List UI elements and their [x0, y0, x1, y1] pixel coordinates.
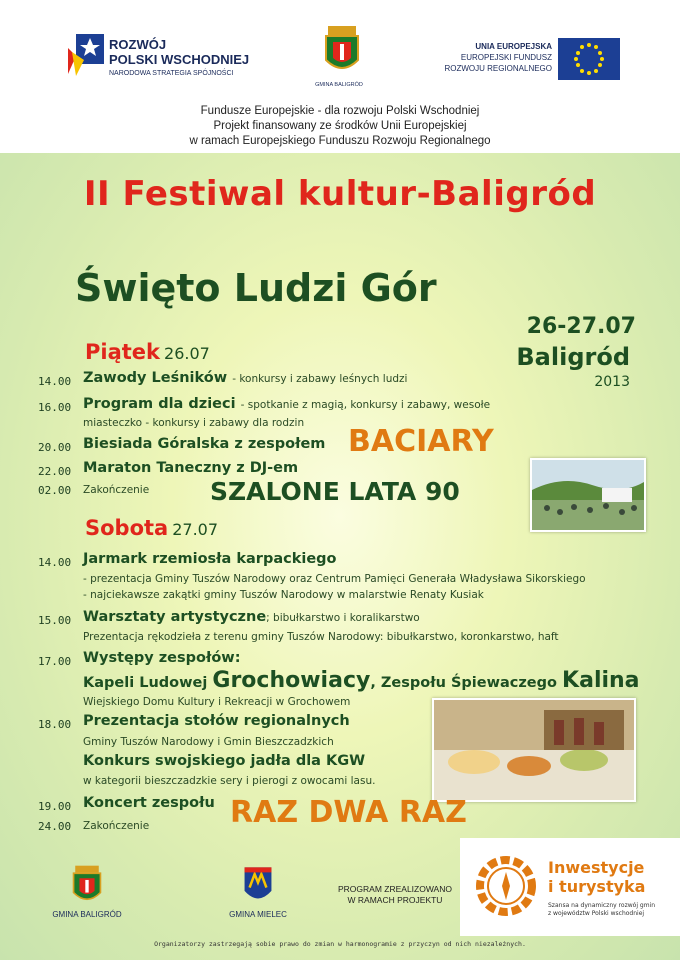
baciary-band: BACIARY — [348, 424, 494, 459]
gmina-baligrod-caption-top: GMINA BALIGRÓD — [315, 82, 363, 88]
kalina-band: Kalina — [562, 668, 640, 693]
saturday-band-line-b: , Zespołu Śpiewaczego — [370, 675, 557, 691]
grochowiacy-band: Grochowiacy — [212, 668, 371, 693]
friday-label: Piątek — [85, 340, 161, 364]
raz-dwa-raz-band: RAZ DWA RAZ — [230, 795, 467, 830]
saturday-event-3-title: Występy zespołów: — [83, 650, 241, 666]
baligrod-coat-of-arms-icon — [70, 864, 104, 906]
event-dates: 26-27.07 — [526, 314, 636, 339]
saturday-time-6: 24.00 — [38, 820, 72, 833]
saturday-label: Sobota — [85, 516, 169, 540]
inwestycje-i-turystyka-panel — [460, 838, 680, 936]
festival-subtitle: Święto Ludzi Gór — [75, 266, 437, 310]
footer-gmina-mielec — [218, 864, 298, 919]
funding-line-1: Fundusze Europejskie - dla rozwoju Polski Wschodniej — [200, 105, 480, 117]
gear-compass-icon — [472, 852, 540, 920]
friday-event-5-title: Zakończenie — [83, 484, 150, 496]
regional-food-photo — [432, 698, 636, 802]
mielec-coat-of-arms-icon — [241, 864, 275, 906]
saturday-time-5: 19.00 — [38, 800, 72, 813]
eu-line2: EUROPEJSKI FUNDUSZ — [460, 53, 552, 62]
funding-line-2: Projekt finansowany ze środków Unii Europejskiej — [213, 120, 467, 132]
festival-title: II Festiwal kultur-Baligród — [83, 174, 597, 214]
saturday-event-4-detail2: w kategorii bieszczadzkie sery i pierogi z owocami lasu. — [83, 775, 376, 787]
rozwoj-logo — [62, 30, 262, 90]
friday-time-3: 20.00 — [38, 441, 72, 454]
rozwoj-line2: POLSKI WSCHODNIEJ — [109, 52, 250, 67]
event-year: 2013 — [594, 374, 630, 390]
festival-crowd-photo — [530, 458, 646, 532]
brand-line1: Inwestycje — [548, 858, 645, 877]
footer-baligrod-caption: GMINA BALIGRÓD — [52, 910, 122, 919]
organizer-footnote: Organizatorzy zastrzegają sobie prawo do zmian w harmonogramie z przyczyn od nich niezależnych. — [154, 940, 526, 948]
saturday-event-4-detail: Gminy Tuszów Narodowy i Gmin Bieszczadzkich — [83, 736, 334, 748]
saturday-time-1: 14.00 — [38, 556, 72, 569]
event-place: Baligród — [516, 343, 630, 371]
program-note-line2: W RAMACH PROJEKTU — [347, 895, 443, 905]
friday-time-5: 02.00 — [38, 484, 72, 497]
eu-flag-icon — [558, 38, 620, 80]
gmina-baligrod-logo-top — [314, 24, 370, 96]
eu-line3: ROZWOJU REGIONALNEGO — [444, 64, 552, 73]
friday-time-2: 16.00 — [38, 401, 72, 414]
saturday-event-1-title: Jarmark rzemiosła karpackiego — [83, 551, 337, 567]
saturday-event-4-title: Prezentacja stołów regionalnych — [83, 713, 350, 729]
saturday-event-1-detail2: - najciekawsze zakątki gminy Tuszów Narodowy w malarstwie Renaty Kusiak — [83, 589, 484, 601]
saturday-event-3-bands — [83, 668, 640, 693]
saturday-time-3: 17.00 — [38, 655, 72, 668]
saturday-event-1-detail: - prezentacja Gminy Tuszów Narodowy oraz Centrum Pamięci Generała Władysława Sikorskiego — [83, 573, 586, 585]
friday-event-4-title: Maraton Taneczny z DJ-em — [83, 460, 299, 476]
saturday-event-6-title: Zakończenie — [83, 820, 150, 832]
saturday-time-4: 18.00 — [38, 718, 72, 731]
rozwoj-line1: ROZWÓJ — [109, 37, 167, 52]
rozwoj-line3: NARODOWA STRATEGIA SPÓJNOŚCI — [109, 70, 234, 77]
eu-line1: UNIA EUROPEJSKA — [475, 42, 552, 51]
friday-event-2-title: Program dla dzieci — [83, 396, 236, 412]
friday-event-2-detail: - spotkanie z magią, konkursy i zabawy, wesołe — [240, 399, 491, 411]
brand-line2: i turystyka — [548, 877, 646, 896]
szalone-lata-90: SZALONE LATA 90 — [210, 477, 460, 506]
program-note-line1: PROGRAM ZREALIZOWANO — [338, 884, 452, 894]
saturday-time-2: 15.00 — [38, 614, 72, 627]
friday-event-2 — [83, 396, 490, 412]
friday-time-1: 14.00 — [38, 375, 72, 388]
saturday-event-4-title2: Konkurs swojskiego jadła dla KGW — [83, 753, 366, 769]
footer-gmina-baligrod — [42, 864, 132, 919]
saturday-event-5-title: Koncert zespołu — [83, 795, 215, 811]
friday-event-3-title: Biesiada Góralska z zespołem — [83, 436, 326, 452]
saturday-date: 27.07 — [172, 520, 219, 539]
program-note — [330, 884, 460, 906]
saturday-event-2-detail: Prezentacja rękodzieła z terenu gminy Tuszów Narodowy: bibułkarstwo, koronkarstwo, haft — [83, 631, 559, 643]
coat-of-arms-icon — [322, 24, 362, 78]
friday-date: 26.07 — [164, 344, 210, 363]
saturday-event-3-detail: Wiejskiego Domu Kultury i Rekreacji w Grochowem — [83, 696, 351, 708]
friday-event-1-detail: - konkursy i zabawy leśnych ludzi — [232, 373, 408, 385]
footer-mielec-caption: GMINA MIELEC — [229, 910, 287, 919]
friday-heading — [85, 340, 210, 364]
eu-logo — [420, 38, 620, 84]
friday-event-1 — [83, 370, 407, 386]
funding-line-3: w ramach Europejskiego Funduszu Rozwoju Regionalnego — [189, 135, 491, 147]
saturday-heading — [85, 516, 218, 540]
saturday-event-2 — [83, 609, 420, 625]
brand-tag1: Szansa na dynamiczny rozwój gmin — [548, 902, 656, 909]
brand-tag2: z województw Polski wschodniej — [548, 910, 645, 917]
friday-event-1-title: Zawody Leśników — [83, 370, 228, 386]
saturday-band-line-a: Kapeli Ludowej — [83, 675, 208, 691]
saturday-event-2-title: Warsztaty artystyczne — [83, 609, 267, 625]
friday-event-2-detail2: miasteczko - konkursy i zabawy dla rodzin — [83, 417, 305, 429]
rozwoj-star-icon — [62, 30, 106, 78]
saturday-event-2-suffix: ; bibułkarstwo i koralikarstwo — [266, 612, 420, 624]
friday-time-4: 22.00 — [38, 465, 72, 478]
